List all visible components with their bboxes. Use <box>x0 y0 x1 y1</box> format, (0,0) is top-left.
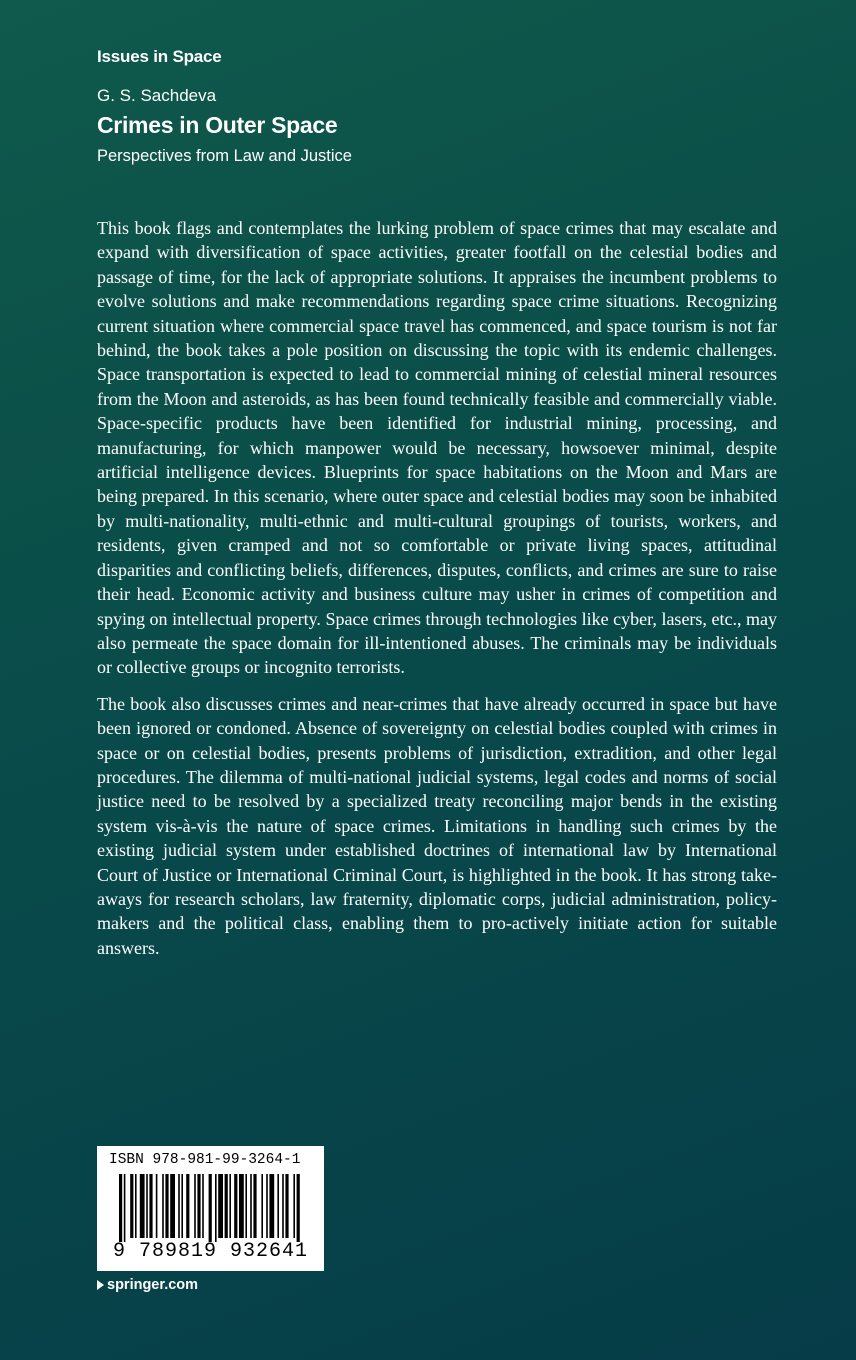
author-name: G. S. Sachdeva <box>97 86 217 105</box>
barcode-box <box>97 1146 324 1271</box>
barcode-digits: 9 789819 932641 <box>112 1240 309 1263</box>
book-title: Crimes in Outer Space <box>97 112 338 138</box>
blurb-paragraph-1: This book flags and contemplates the lurking problem of space crimes that may escalate and expand with diversification of space activities, greater footfall on the celestial bodies and passage of time, for the lack of appropriate solutions. It appraises the incumbent problems to evolve solutions and make recommendations regarding space crime situations. Recognizing current situation where commercial space travel has commenced, and space tourism is not far behind, the book takes a pole position on discussing the topic with its endemic challenges. Space transportation is expected to lead to commercial mining of celestial mineral resources from the Moon and asteroids, as has been found technically feasible and commercially viable. Space-specific products have been identified for industrial mining, processing, and manufacturing, for which manpower would be necessary, howsoever minimal, despite artificial intelligence devices. Blueprints for space habitations on the Moon and Mars are being prepared. In this scenario, where outer space and celestial bodies may soon be inhabited by multi-nationality, multi-ethnic and multi-cultural groupings of tourists, workers, and residents, given cramped and not so comfortable or private living spaces, attitudinal disparities and conflicting beliefs, differences, disputes, conflicts, and crimes are sure to raise their head. Economic activity and business culture may usher in crimes of competition and spying on intellectual property. Space crimes through technologies like cyber, lasers, etc., may also permeate the space domain for ill-intentioned abuses. The criminals may be individuals or collective groups or incognito terrorists. <box>97 218 777 678</box>
series-name: Issues in Space <box>97 47 222 66</box>
barcode-icon <box>119 1174 309 1242</box>
isbn-label: ISBN 978-981-99-3264-1 <box>109 1152 301 1168</box>
blurb-paragraph-2: The book also discusses crimes and near-crimes that have already occurred in space but have been ignored or condoned. Absence of sovereignty on celestial bodies coupled with crimes in space or on celestial bodies, presents problems of jurisdiction, extradition, and other legal procedures. The dilemma of multi-national judicial systems, legal codes and norms of social justice need to be resolved by a specialized treaty reconciling major bends in the existing system vis-à-vis the nature of space crimes. Limitations in handling such crimes by the existing judicial system under established doctrines of international law by International Court of Justice or International Criminal Court, is highlighted in the book. It has strong take-aways for research scholars, law fraternity, diplomatic corps, judicial administration, policy-makers and the political class, enabling them to pro-actively initiate action for suitable answers. <box>97 693 777 958</box>
book-subtitle: Perspectives from Law and Justice <box>97 147 352 165</box>
publisher-website: springer.com <box>107 1277 199 1293</box>
arrow-right-icon <box>97 1280 104 1290</box>
blurb <box>97 216 777 972</box>
publisher-link[interactable] <box>97 1277 198 1293</box>
